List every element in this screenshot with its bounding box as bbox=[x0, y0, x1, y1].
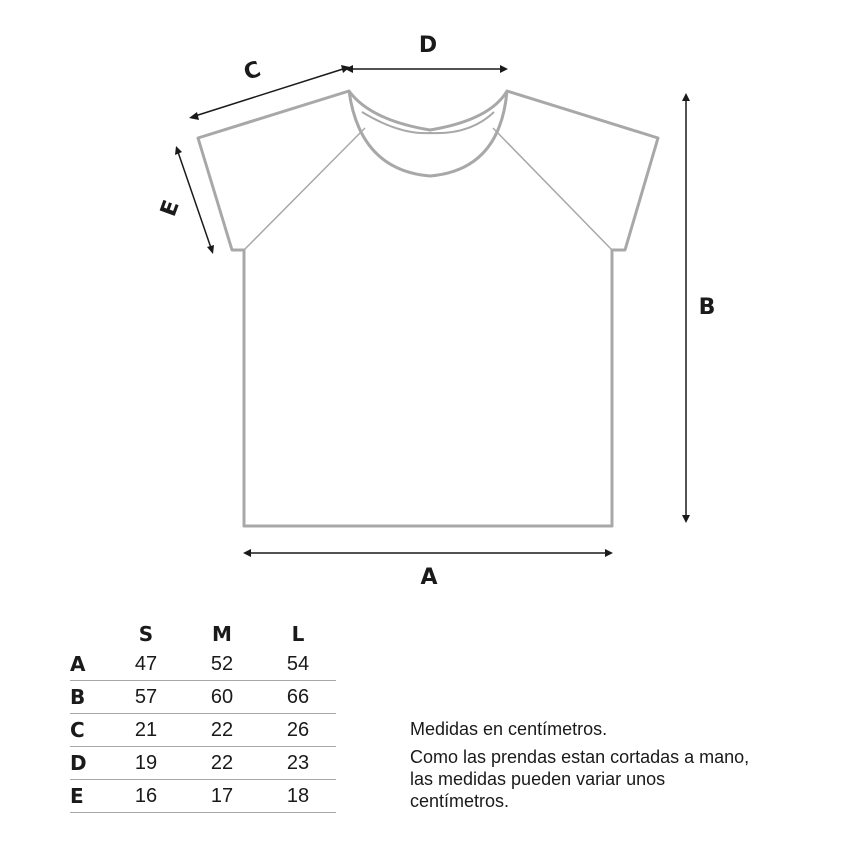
dimension-E-arrow bbox=[175, 146, 214, 254]
cell-c-l: 26 bbox=[260, 714, 336, 747]
size-header-l: L bbox=[291, 622, 305, 646]
measurement-notes bbox=[410, 718, 750, 818]
dimension-label-c: C bbox=[240, 57, 265, 86]
table-row bbox=[70, 780, 336, 813]
tshirt-outline bbox=[198, 91, 658, 526]
cell-a-l: 54 bbox=[260, 648, 336, 681]
row-label-b: B bbox=[70, 681, 108, 714]
handmade-disclaimer: Como las prendas estan cortadas a mano, las medidas pueden variar unos centímetros. bbox=[410, 747, 750, 811]
table-row bbox=[70, 747, 336, 780]
cell-b-l: 66 bbox=[260, 681, 336, 714]
cell-e-s: 16 bbox=[108, 780, 184, 813]
dimension-label-e: E bbox=[156, 197, 185, 220]
cell-e-l: 18 bbox=[260, 780, 336, 813]
dimension-label-a: A bbox=[420, 565, 438, 590]
tshirt-body-outline bbox=[198, 91, 658, 526]
raglan-seam-left bbox=[244, 128, 365, 250]
size-header-m: M bbox=[212, 622, 232, 646]
row-label-a: A bbox=[70, 648, 108, 681]
raglan-seam-right bbox=[493, 128, 612, 250]
cell-b-m: 60 bbox=[184, 681, 260, 714]
dimension-D-arrow bbox=[345, 65, 508, 73]
cell-d-m: 22 bbox=[184, 747, 260, 780]
dimension-label-b: B bbox=[698, 295, 716, 320]
cell-d-s: 19 bbox=[108, 747, 184, 780]
header-corner bbox=[70, 620, 108, 648]
cell-b-s: 57 bbox=[108, 681, 184, 714]
dimension-label-d: D bbox=[418, 33, 438, 58]
table-row bbox=[70, 714, 336, 747]
dimension-A-arrow bbox=[243, 549, 613, 557]
cell-c-s: 21 bbox=[108, 714, 184, 747]
row-label-c: C bbox=[70, 714, 108, 747]
size-chart-header bbox=[70, 620, 336, 648]
units-note: Medidas en centímetros. bbox=[410, 719, 608, 739]
cell-a-s: 47 bbox=[108, 648, 184, 681]
dimension-B-arrow bbox=[682, 93, 690, 523]
cell-e-m: 17 bbox=[184, 780, 260, 813]
table-row bbox=[70, 681, 336, 714]
cell-d-l: 23 bbox=[260, 747, 336, 780]
size-chart-table bbox=[70, 620, 336, 813]
cell-c-m: 22 bbox=[184, 714, 260, 747]
table-row bbox=[70, 648, 336, 681]
cell-a-m: 52 bbox=[184, 648, 260, 681]
row-label-e: E bbox=[70, 780, 108, 813]
size-header-s: S bbox=[138, 622, 154, 646]
dimension-C-arrow bbox=[189, 65, 350, 120]
row-label-d: D bbox=[70, 747, 108, 780]
